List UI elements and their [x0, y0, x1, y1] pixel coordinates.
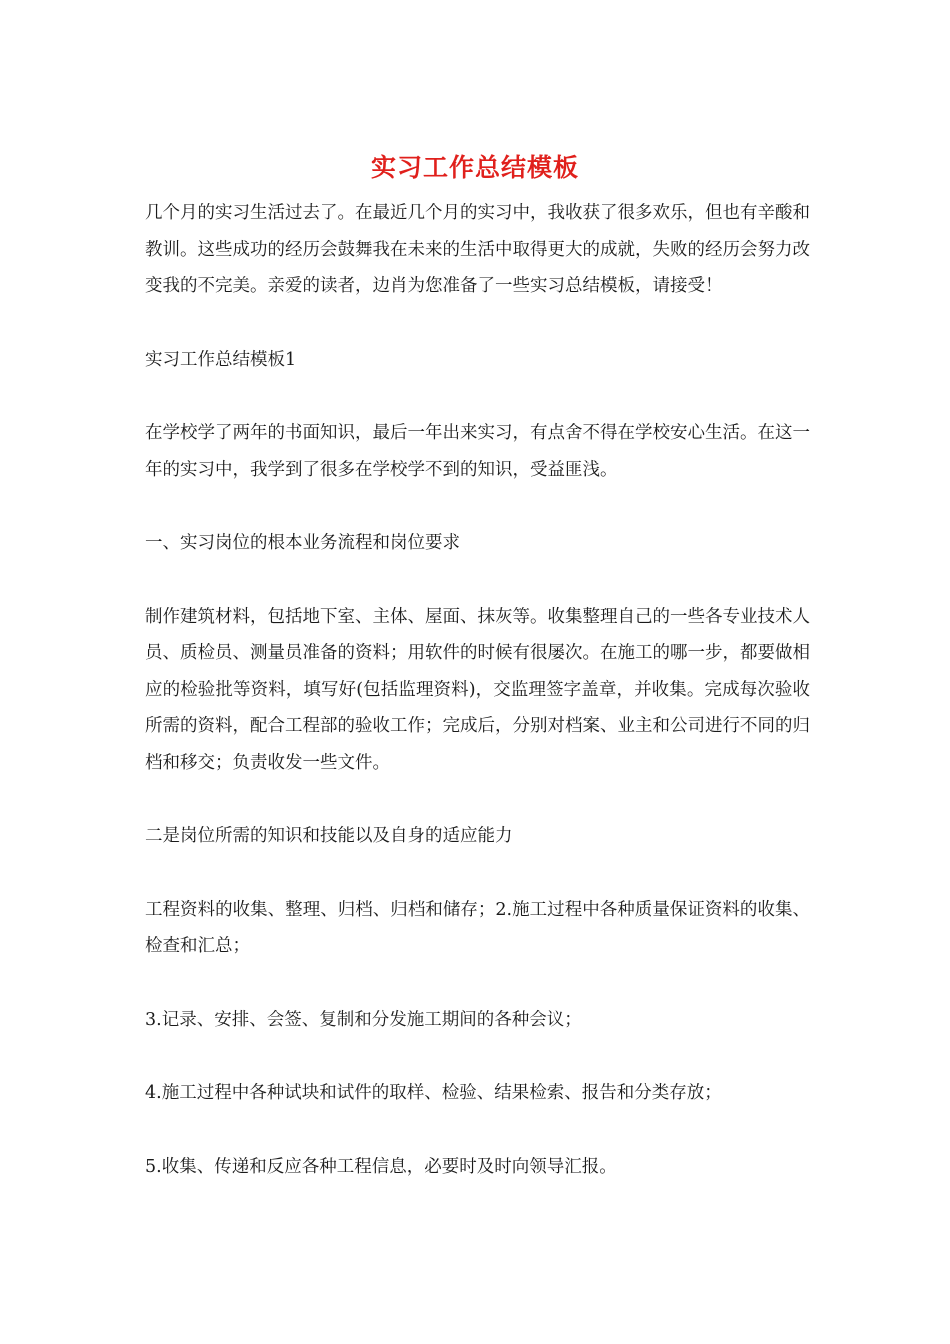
body-paragraph: 在学校学了两年的书面知识，最后一年出来实习，有点舍不得在学校安心生活。在这一年的实习中，我学到了很多在学校学不到的知识，受益匪浅。 [145, 423, 810, 480]
list-item: 5.收集、传递和反应各种工程信息，必要时及时向领导汇报。 [145, 1156, 617, 1177]
document-title: 实习工作总结模板 [370, 153, 579, 182]
intro-paragraph: 几个月的实习生活过去了。在最近几个月的实习中，我收获了很多欢乐，但也有辛酸和教训。这些成功的经历会鼓舞我在未来的生活中取得更大的成就，失败的经历会努力改变我的不完美。亲爱的读者，边肖为您准备了一些实习总结模板，请接受！ [145, 203, 810, 296]
list-item: 工程资料的收集、整理、归档、归档和储存；2.施工过程中各种质量保证资料的收集、检查和汇总； [145, 899, 810, 956]
section-heading-template-1: 实习工作总结模板1 [145, 349, 297, 370]
section-heading-workflow: 一、实习岗位的根本业务流程和岗位要求 [145, 533, 460, 553]
body-paragraph: 制作建筑材料，包括地下室、主体、屋面、抹灰等。收集整理自己的一些各专业技术人员、质检员、测量员准备的资料；用软件的时候有很屡次。在施工的哪一步，都要做相应的检验批等资料，填写好(包括监理资料)，交监理签字盖章，并收集。完成每次验收所需的资料，配合工程部的验收工作；完成后，分别对档案、业主和公司进行不同的归档和移交；负责收发一些文件。 [145, 606, 810, 773]
list-item: 4.施工过程中各种试块和试件的取样、检验、结果检索、报告和分类存放； [145, 1083, 722, 1103]
section-heading-skills: 二是岗位所需的知识和技能以及自身的适应能力 [145, 826, 513, 846]
document-body [145, 195, 810, 1222]
list-item: 3.记录、安排、会签、复制和分发施工期间的各种会议； [145, 1009, 582, 1030]
